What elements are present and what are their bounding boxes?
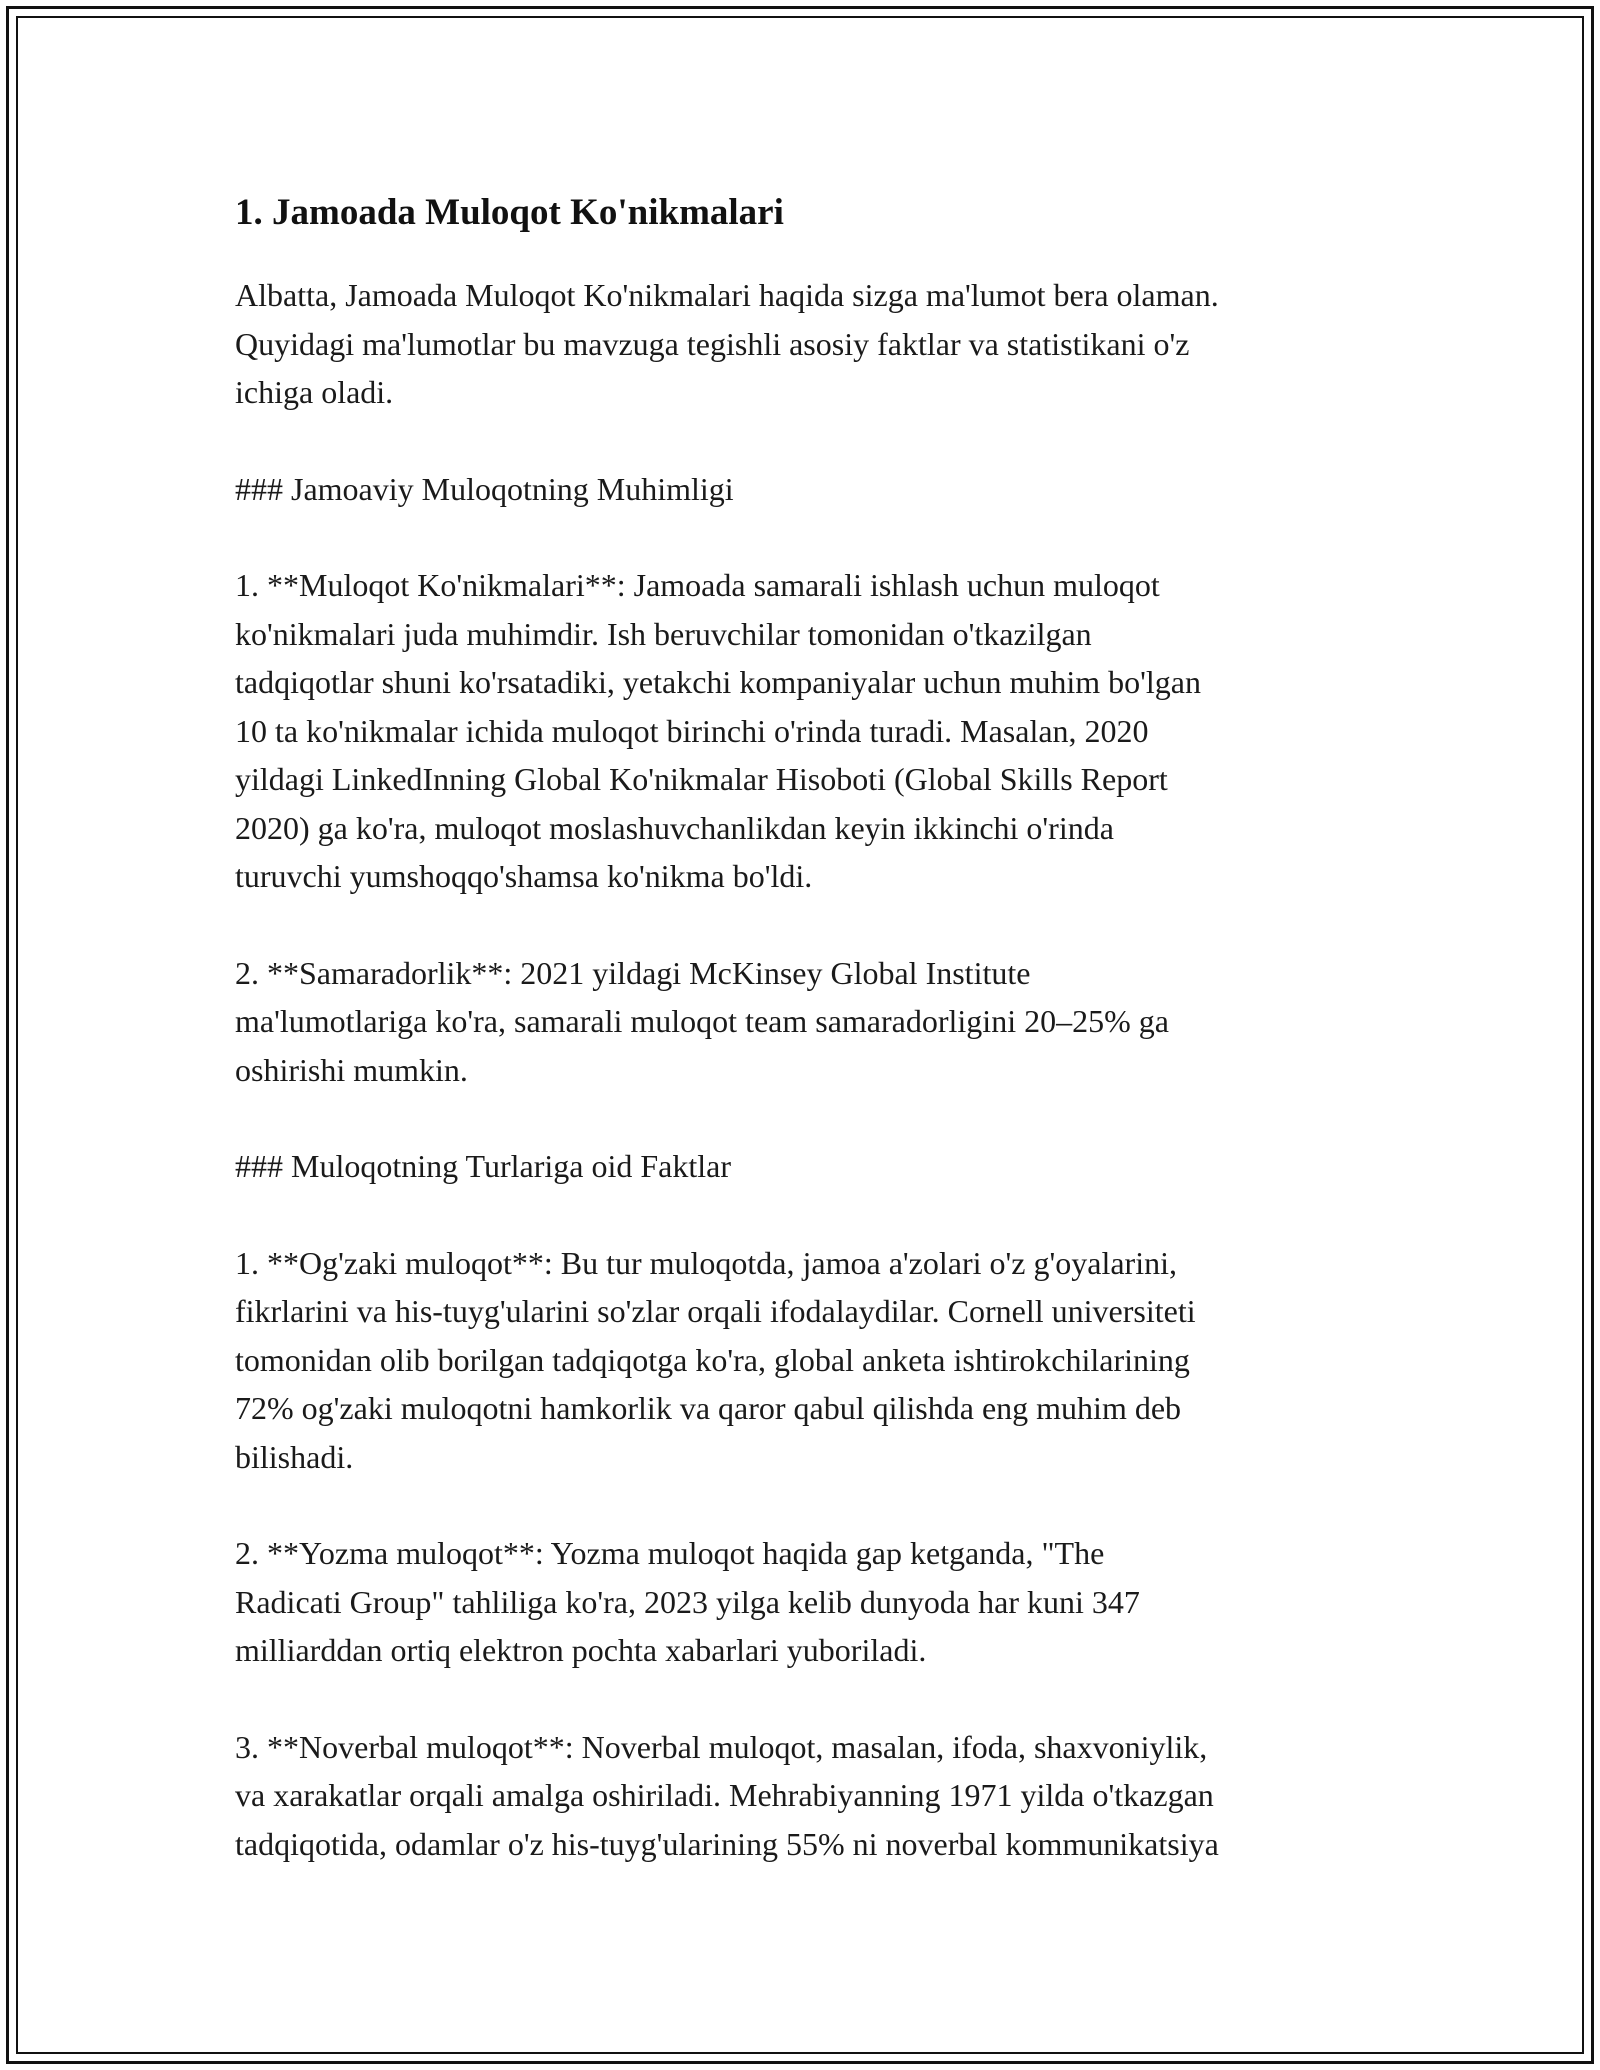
list-item-nonverbal: 3. **Noverbal muloqot**: Noverbal muloqot, masalan, ifoda, shaxvoniylik, va xarakatlar orqali amalga oshiriladi. Mehrabiyanning 1971 yilda o'tkazgan tadqiqotida, odamlar o'z his-tuyg'ularining 55% ni noverbal kommunikatsiya <box>235 1728 1219 1862</box>
intro-paragraph: Albatta, Jamoada Muloqot Ko'nikmalari haqida sizga ma'lumot bera olaman. Quyidagi ma'lumotlar bu mavzuga tegishli asosiy faktlar va statistikani o'z ichiga oladi. <box>235 277 1219 410</box>
list-item-communication-skills: 1. **Muloqot Ko'nikmalari**: Jamoada samarali ishlash uchun muloqot ko'nikmalari juda muhimdir. Ish beruvchilar tomonidan o'tkazilgan tadqiqotlar shuni ko'rsatadiki, yetakchi kompaniyalar uchun muhim bo'lgan 10 ta ko'nikmalar ichida muloqot birinchi o'rinda turadi. Masalan, 2020 yildagi LinkedInning Global Ko'nikmalar Hisoboti (Global Skills Report 2020) ga ko'ra, muloqot moslashuvchanlikdan keyin ikkinchi o'rinda turuvchi yumshoqqo'shamsa ko'nikma bo'ldi. <box>235 567 1201 894</box>
section-heading-importance: ### Jamoaviy Muloqotning Muhimligi <box>235 470 734 507</box>
section-heading-types: ### Muloqotning Turlariga oid Faktlar <box>235 1148 731 1184</box>
list-item-verbal: 1. **Og'zaki muloqot**: Bu tur muloqotda, jamoa a'zolari o'z g'oyalarini, fikrlarini va his-tuyg'ularini so'zlar orqali ifodalaydilar. Cornell universiteti tomonidan olib borilgan tadqiqotga ko'ra, global anketa ishtirokchilarining 72% og'zaki muloqotni hamkorlik va qaror qabul qilishda eng muhim deb bilishadi. <box>235 1244 1196 1475</box>
document-body <box>235 185 1375 1916</box>
list-item-written: 2. **Yozma muloqot**: Yozma muloqot haqida gap ketganda, "The Radicati Group" tahliliga ko'ra, 2023 yilga kelib dunyoda har kuni 347 milliarddan ortiq elektron pochta xabarlari yuboriladi. <box>235 1535 1140 1668</box>
document-title: 1. Jamoada Muloqot Ko'nikmalari <box>235 192 784 233</box>
list-item-productivity: 2. **Samaradorlik**: 2021 yildagi McKinsey Global Institute ma'lumotlariga ko'ra, samarali muloqot team samaradorligini 20–25% ga oshirishi mumkin. <box>235 954 1169 1088</box>
